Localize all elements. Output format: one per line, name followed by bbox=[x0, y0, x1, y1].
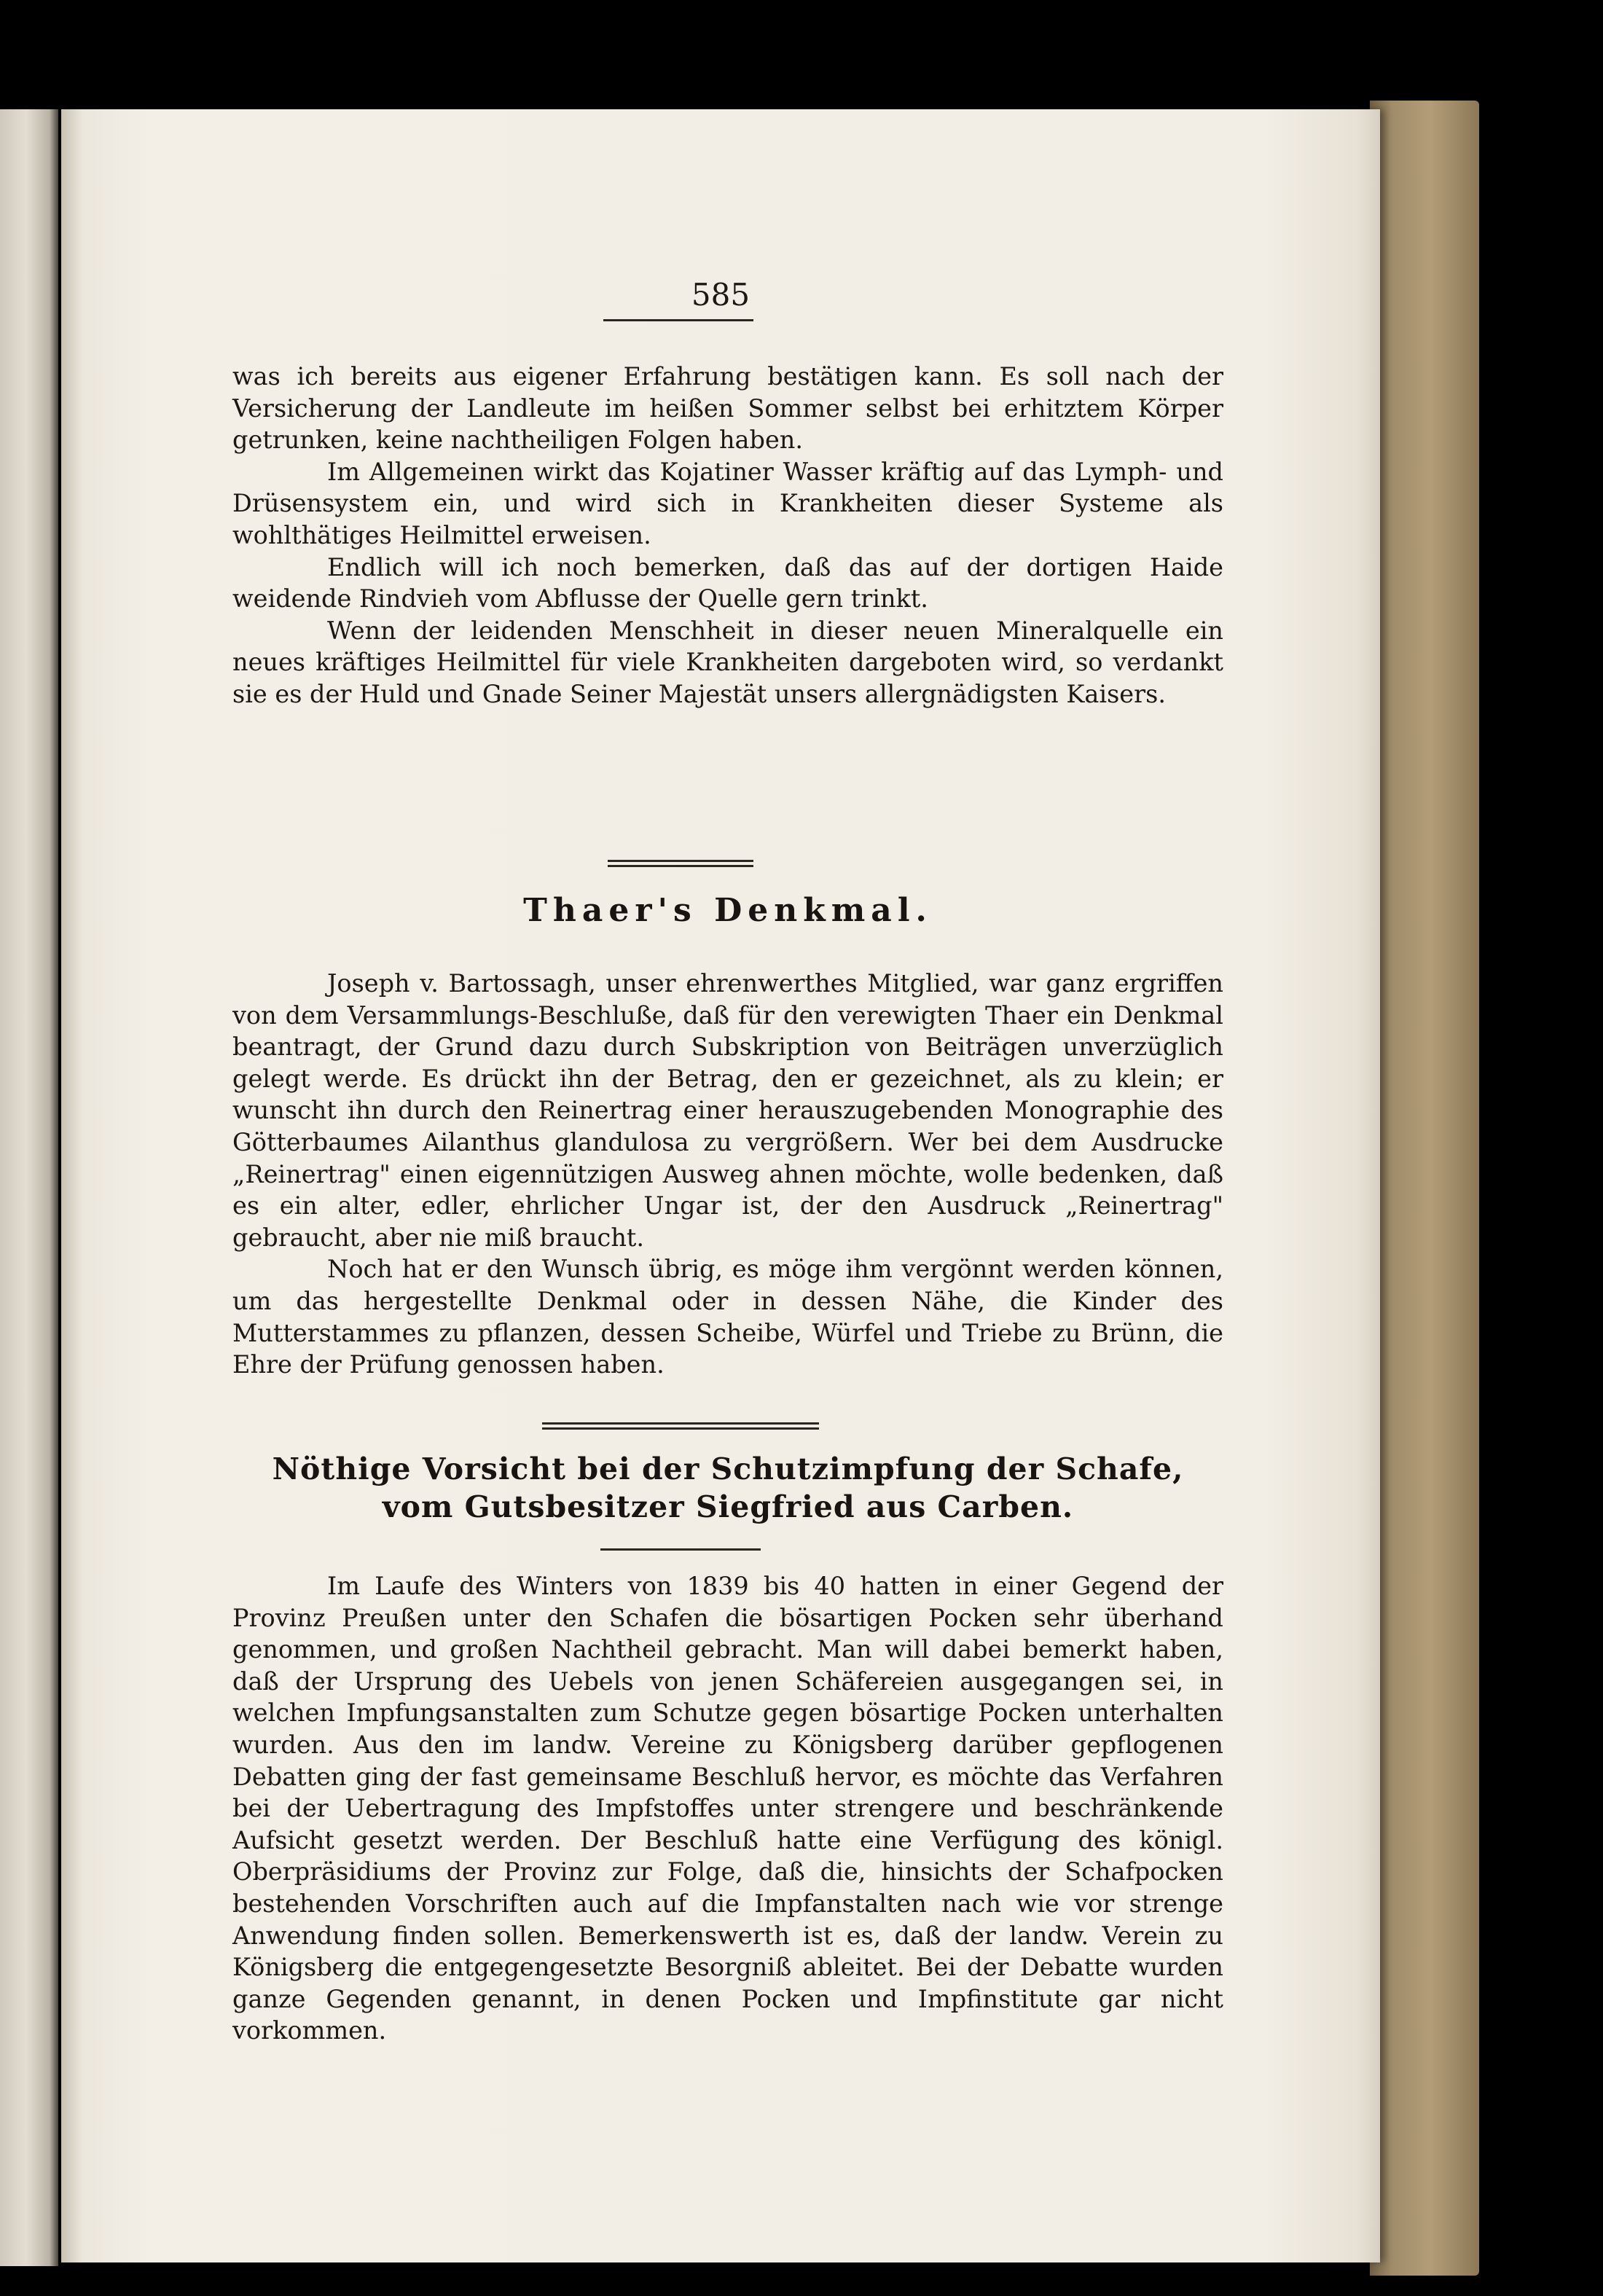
intro-paragraph-2: Im Allgemeinen wirkt das Kojatiner Wasser kräftig auf das Lymph- und Drüsensystem ein, und wird sich in Krankheiten dieser Systeme als wohlthätiges Heilmittel erweisen. bbox=[232, 457, 1223, 549]
left-page-edge bbox=[0, 109, 58, 2266]
book-page bbox=[61, 109, 1380, 2262]
thaer-heading: Thaer's Denkmal. bbox=[523, 892, 933, 929]
intro-text-block bbox=[232, 361, 1223, 710]
intro-paragraph-1: was ich bereits aus eigener Erfahrung bestätigen kann. Es soll nach der Versicherung der Landleute im heißen Sommer selbst bei erhitztem Körper getrunken, keine nachtheiligen Folgen haben. bbox=[232, 362, 1223, 455]
page-number-rule bbox=[603, 319, 753, 321]
intro-paragraph-4: Wenn der leidenden Menschheit in dieser neuen Mineralquelle ein neues kräftiges Heilmittel für viele Krankheiten dargeboten wird, so verdankt sie es der Huld und Gnade Seiner Majestät unsers allergnädigsten Kaisers. bbox=[232, 616, 1223, 708]
thaer-text-block bbox=[232, 968, 1223, 1381]
schafe-heading-rule bbox=[600, 1548, 761, 1551]
book-cover-edge bbox=[1370, 101, 1479, 2276]
section-divider-2b bbox=[542, 1427, 819, 1430]
section-divider-1b bbox=[608, 865, 753, 867]
schafe-heading: Nöthige Vorsicht bei der Schutzimpfung der Schafe, vom Gutsbesitzer Siegfried aus Carben. bbox=[272, 1451, 1184, 1524]
section-divider-1 bbox=[608, 860, 753, 862]
intro-paragraph-3: Endlich will ich noch bemerken, daß das auf der dortigen Haide weidende Rindvieh vom Abflusse der Quelle gern trinkt. bbox=[232, 552, 1223, 614]
thaer-paragraph-2: Noch hat er den Wunsch übrig, es möge ihm vergönnt werden können, um das hergestellte Denkmal oder in dessen Nähe, die Kinder des Mutterstammes zu pflanzen, dessen Scheibe, Würfel und Triebe zu Brünn, die Ehre der Prüfung genossen haben. bbox=[232, 1255, 1223, 1379]
schafe-paragraph-1: Im Laufe des Winters von 1839 bis 40 hatten in einer Gegend der Provinz Preußen unter den Schafen die bösartigen Pocken sehr überhand genommen, und großen Nachtheil gebracht. Man will dabei bemerkt haben, daß der Ursprung des Uebels von jenen Schäfereien ausgegangen sei, in welchen Impfungsanstalten zum Schutze gegen bösartige Pocken unterhalten wurden. Aus den im landw. Vereine zu Königsberg darüber gepflogenen Debatten ging der fast gemeinsame Beschluß hervor, es möchte das Verfahren bei der Uebertragung des Impfstoffes unter strengere und beschränkende Aufsicht gesetzt werden. Der Beschluß hatte eine Verfügung des königl. Oberpräsidiums der Provinz zur Folge, daß die, hinsichts der Schafpocken bestehenden Vorschriften auch auf die Impfanstalten nach wie vor strenge Anwendung finden sollen. Bemerkenswerth ist es, daß der landw. Verein zu Königsberg die entgegengesetzte Besorgniß ableitet. Bei der Debatte wurden ganze Gegenden genannt, in denen Pocken und Impfinstitute gar nicht vorkommen. bbox=[232, 1572, 1223, 2045]
schafe-text-block bbox=[232, 1570, 1223, 2047]
thaer-paragraph-1: Joseph v. Bartossagh, unser ehrenwerthes Mitglied, war ganz ergriffen von dem Versammlungs-Beschluße, daß für den verewigten Thaer ein Denkmal beantragt, der Grund dazu durch Subskription von Beiträgen unverzüglich gelegt werde. Es drückt ihn der Betrag, den er gezeichnet, als zu klein; er wunscht ihn durch den Reinertrag einer herauszugebenden Monographie des Götterbaumes Ailanthus glandulosa zu vergrößern. Wer bei dem Ausdrucke „Reinertrag" einen eigennützigen Ausweg ahnen möchte, wolle bedenken, daß es ein alter, edler, ehrlicher Ungar ist, der den Ausdruck „Reinertrag" gebraucht, aber nie miß braucht. bbox=[232, 969, 1223, 1252]
page-number: 585 bbox=[691, 277, 750, 313]
section-divider-2 bbox=[542, 1422, 819, 1425]
